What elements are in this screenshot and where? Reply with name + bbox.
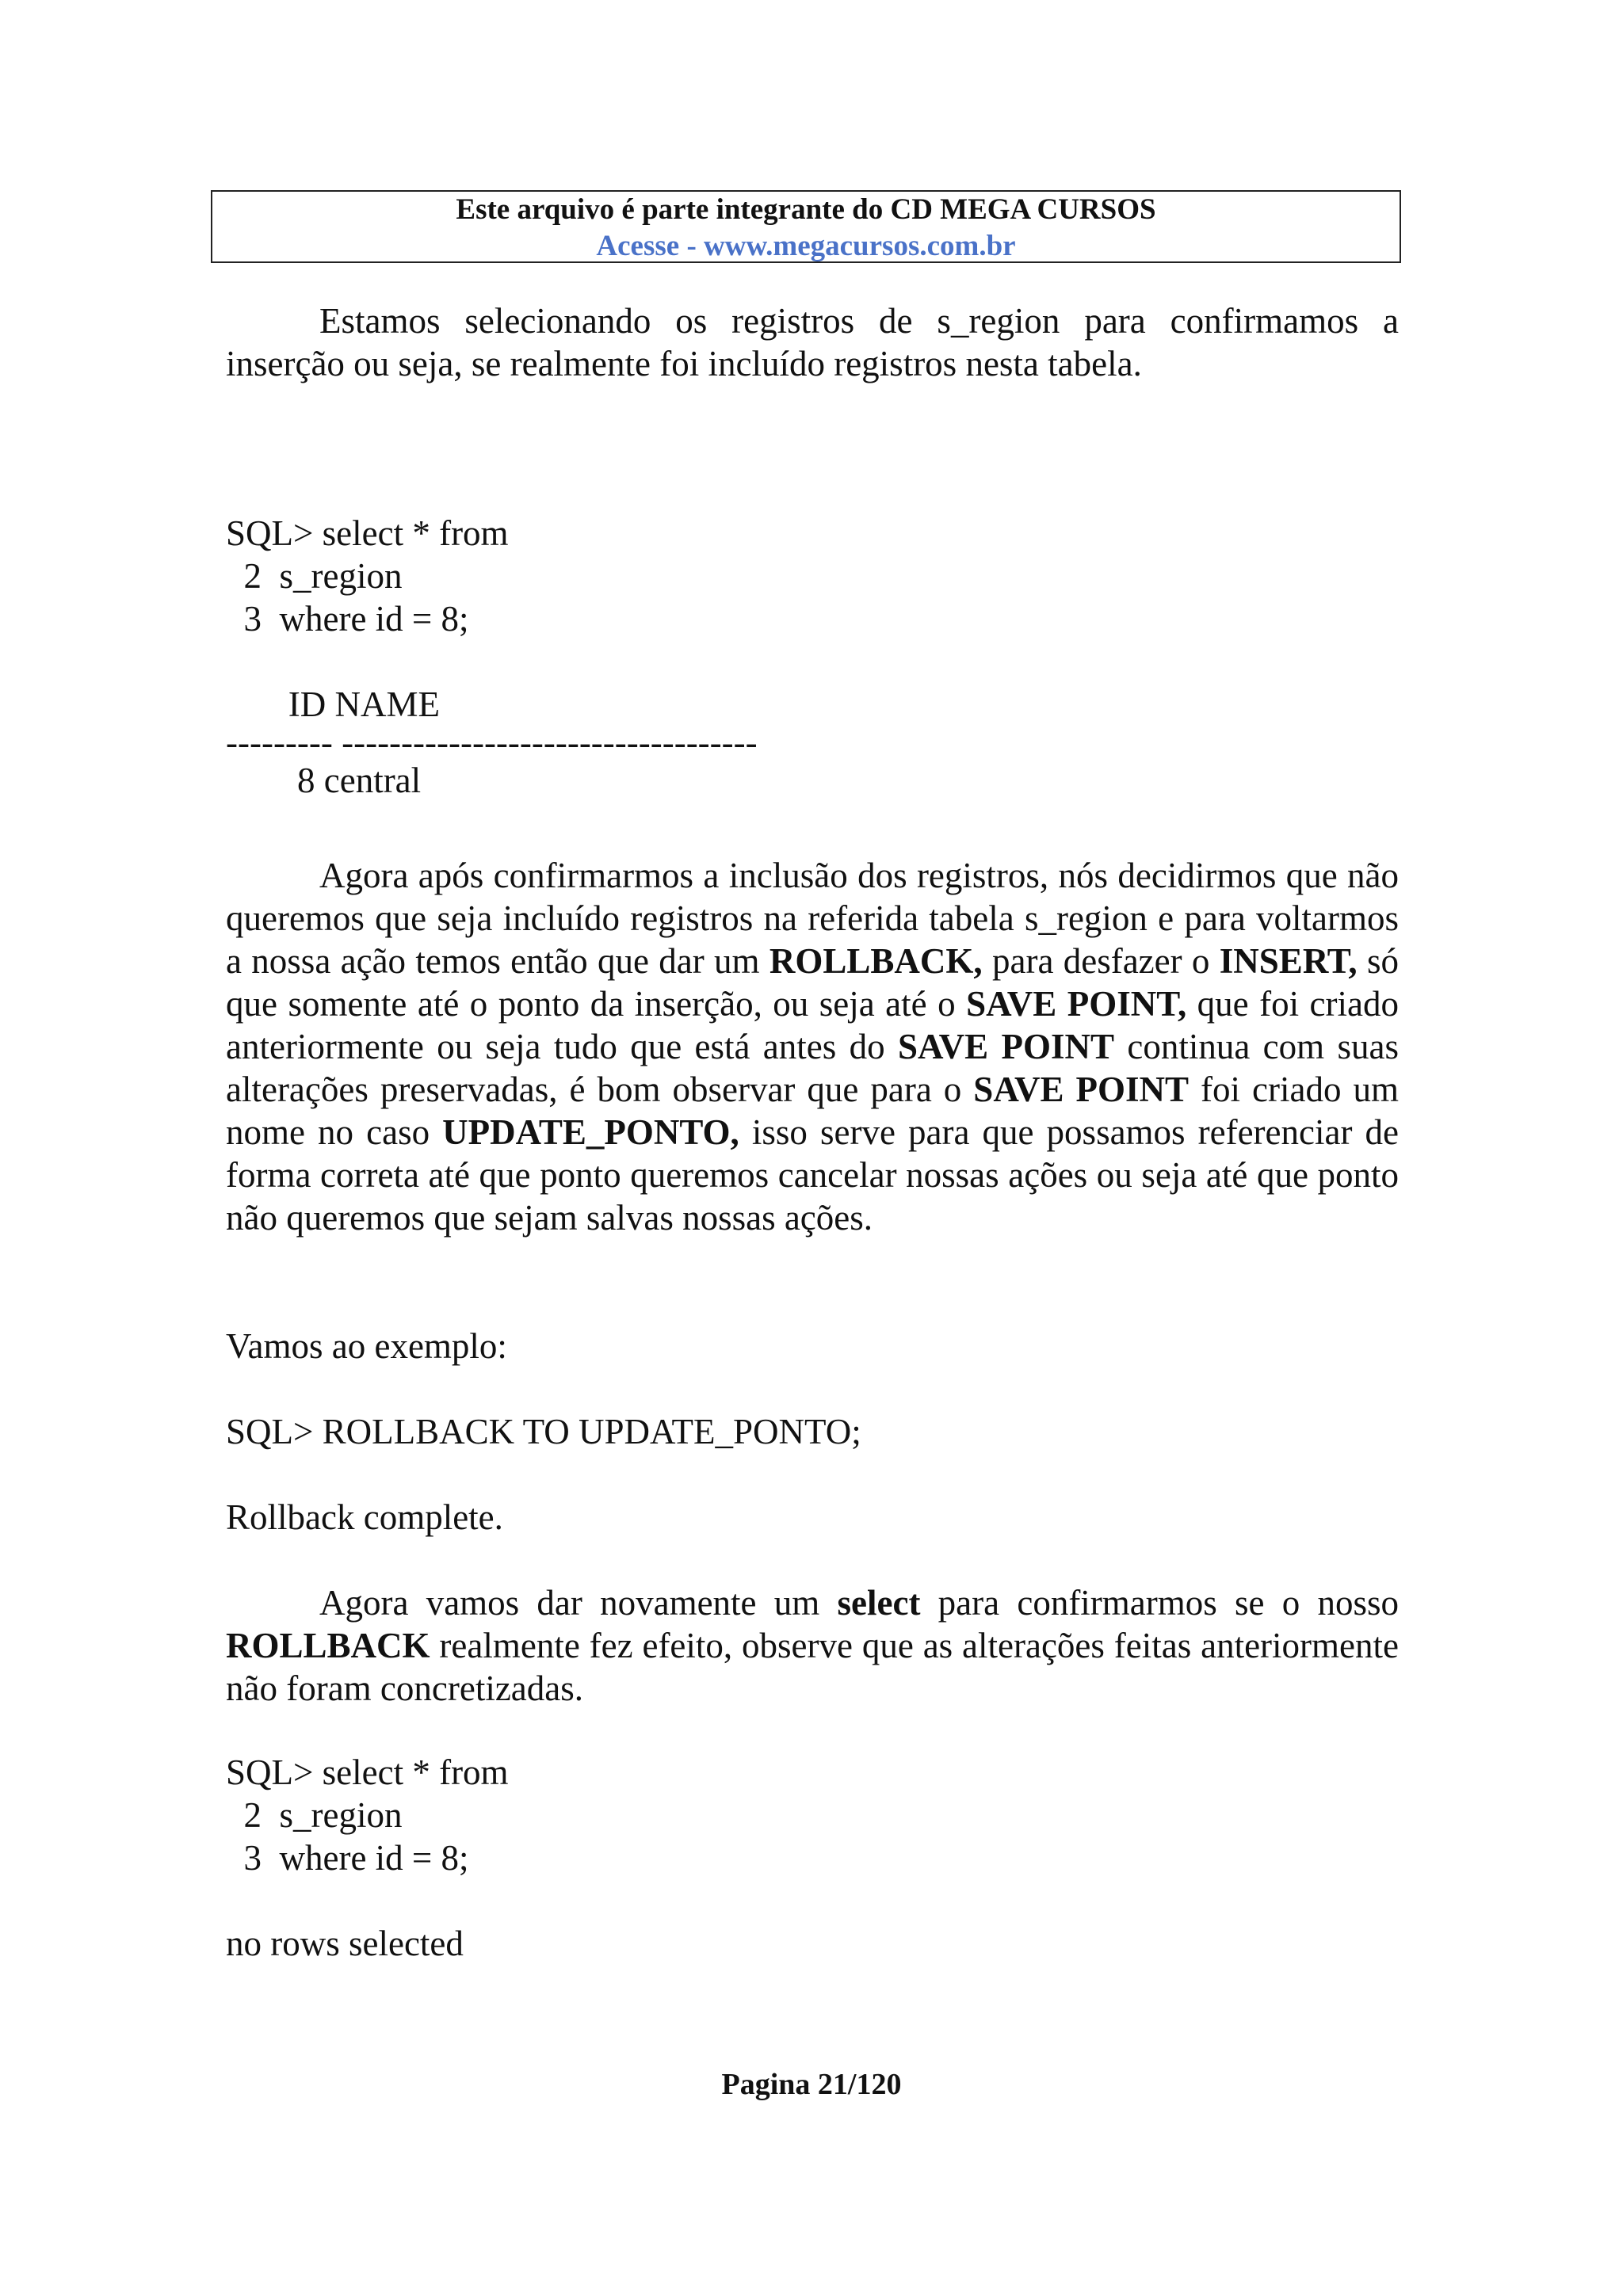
bold-term: SAVE POINT, <box>966 984 1187 1024</box>
bold-term: SAVE POINT <box>897 1027 1115 1066</box>
text-span: que foi criado anteriormente ou seja tudo que está antes do <box>226 984 1399 1066</box>
sql-line: SQL> select * from <box>226 1753 509 1792</box>
bold-term: INSERT, <box>1219 941 1358 981</box>
bold-term: ROLLBACK <box>226 1626 430 1665</box>
paragraph-select-again <box>226 1581 1399 1710</box>
example-label: Vamos ao exemplo: <box>226 1326 507 1366</box>
no-rows-message: no rows selected <box>226 1924 464 1963</box>
paragraph-intro: Estamos selecionando os registros de s_region para confirmamos a inserção ou seja, se realmente foi incluído registros nesta tabela. <box>226 301 1399 383</box>
text-span: Agora vamos dar novamente um <box>319 1583 838 1623</box>
bold-term: UPDATE_PONTO, <box>442 1112 739 1152</box>
page-number: Pagina 21/120 <box>721 2068 902 2101</box>
sql-line: 3 where id = 8; <box>226 1838 469 1878</box>
sql-line: 2 s_region <box>226 556 403 596</box>
result-row: 8 central <box>226 761 422 800</box>
text-span: foi criado um nome no caso <box>226 1070 1399 1152</box>
sql-line: SQL> select * from <box>226 513 509 553</box>
sql-query-2 <box>226 1751 1399 1879</box>
text-span: isso serve para que possamos referenciar de forma correta até que ponto queremos cancelar nossas ações ou seja até que ponto não queremos que sejam salvas nossas ações. <box>226 1112 1400 1238</box>
rollback-result: Rollback complete. <box>226 1497 503 1537</box>
text-span: para confirmarmos se o nosso <box>920 1583 1399 1623</box>
result-divider: --------- ----------------------------------- <box>226 723 758 762</box>
text-span: Agora após confirmarmos a inclusão dos registros, nós decidirmos que não queremos que seja incluído registros na referida tabela s_region e para voltarmos a nossa ação temos então que dar um <box>226 856 1399 981</box>
header-title: Este arquivo é parte integrante do CD MEGA CURSOS <box>456 193 1156 226</box>
bold-term: ROLLBACK, <box>769 941 983 981</box>
result-header: ID NAME <box>226 685 440 724</box>
header-banner <box>211 190 1401 263</box>
text-span: só que somente até o ponto da inserção, ou seja até o <box>226 941 1400 1024</box>
sql-line: 2 s_region <box>226 1795 403 1835</box>
paragraph-rollback-explanation <box>226 854 1399 1239</box>
text-span: para desfazer o <box>982 941 1220 981</box>
header-website-link[interactable]: Acesse - www.megacursos.com.br <box>596 230 1016 262</box>
text-span: continua com suas alterações preservadas, é bom observar que para o <box>226 1027 1399 1109</box>
query-result <box>226 683 1399 802</box>
rollback-command: SQL> ROLLBACK TO UPDATE_PONTO; <box>226 1412 861 1451</box>
text-span: realmente fez efeito, observe que as alterações feitas anteriormente não foram concretizadas. <box>226 1626 1399 1708</box>
sql-line: 3 where id = 8; <box>226 599 469 639</box>
bold-term: SAVE POINT <box>973 1070 1190 1109</box>
sql-query-1 <box>226 512 1399 640</box>
bold-term: select <box>837 1583 921 1623</box>
